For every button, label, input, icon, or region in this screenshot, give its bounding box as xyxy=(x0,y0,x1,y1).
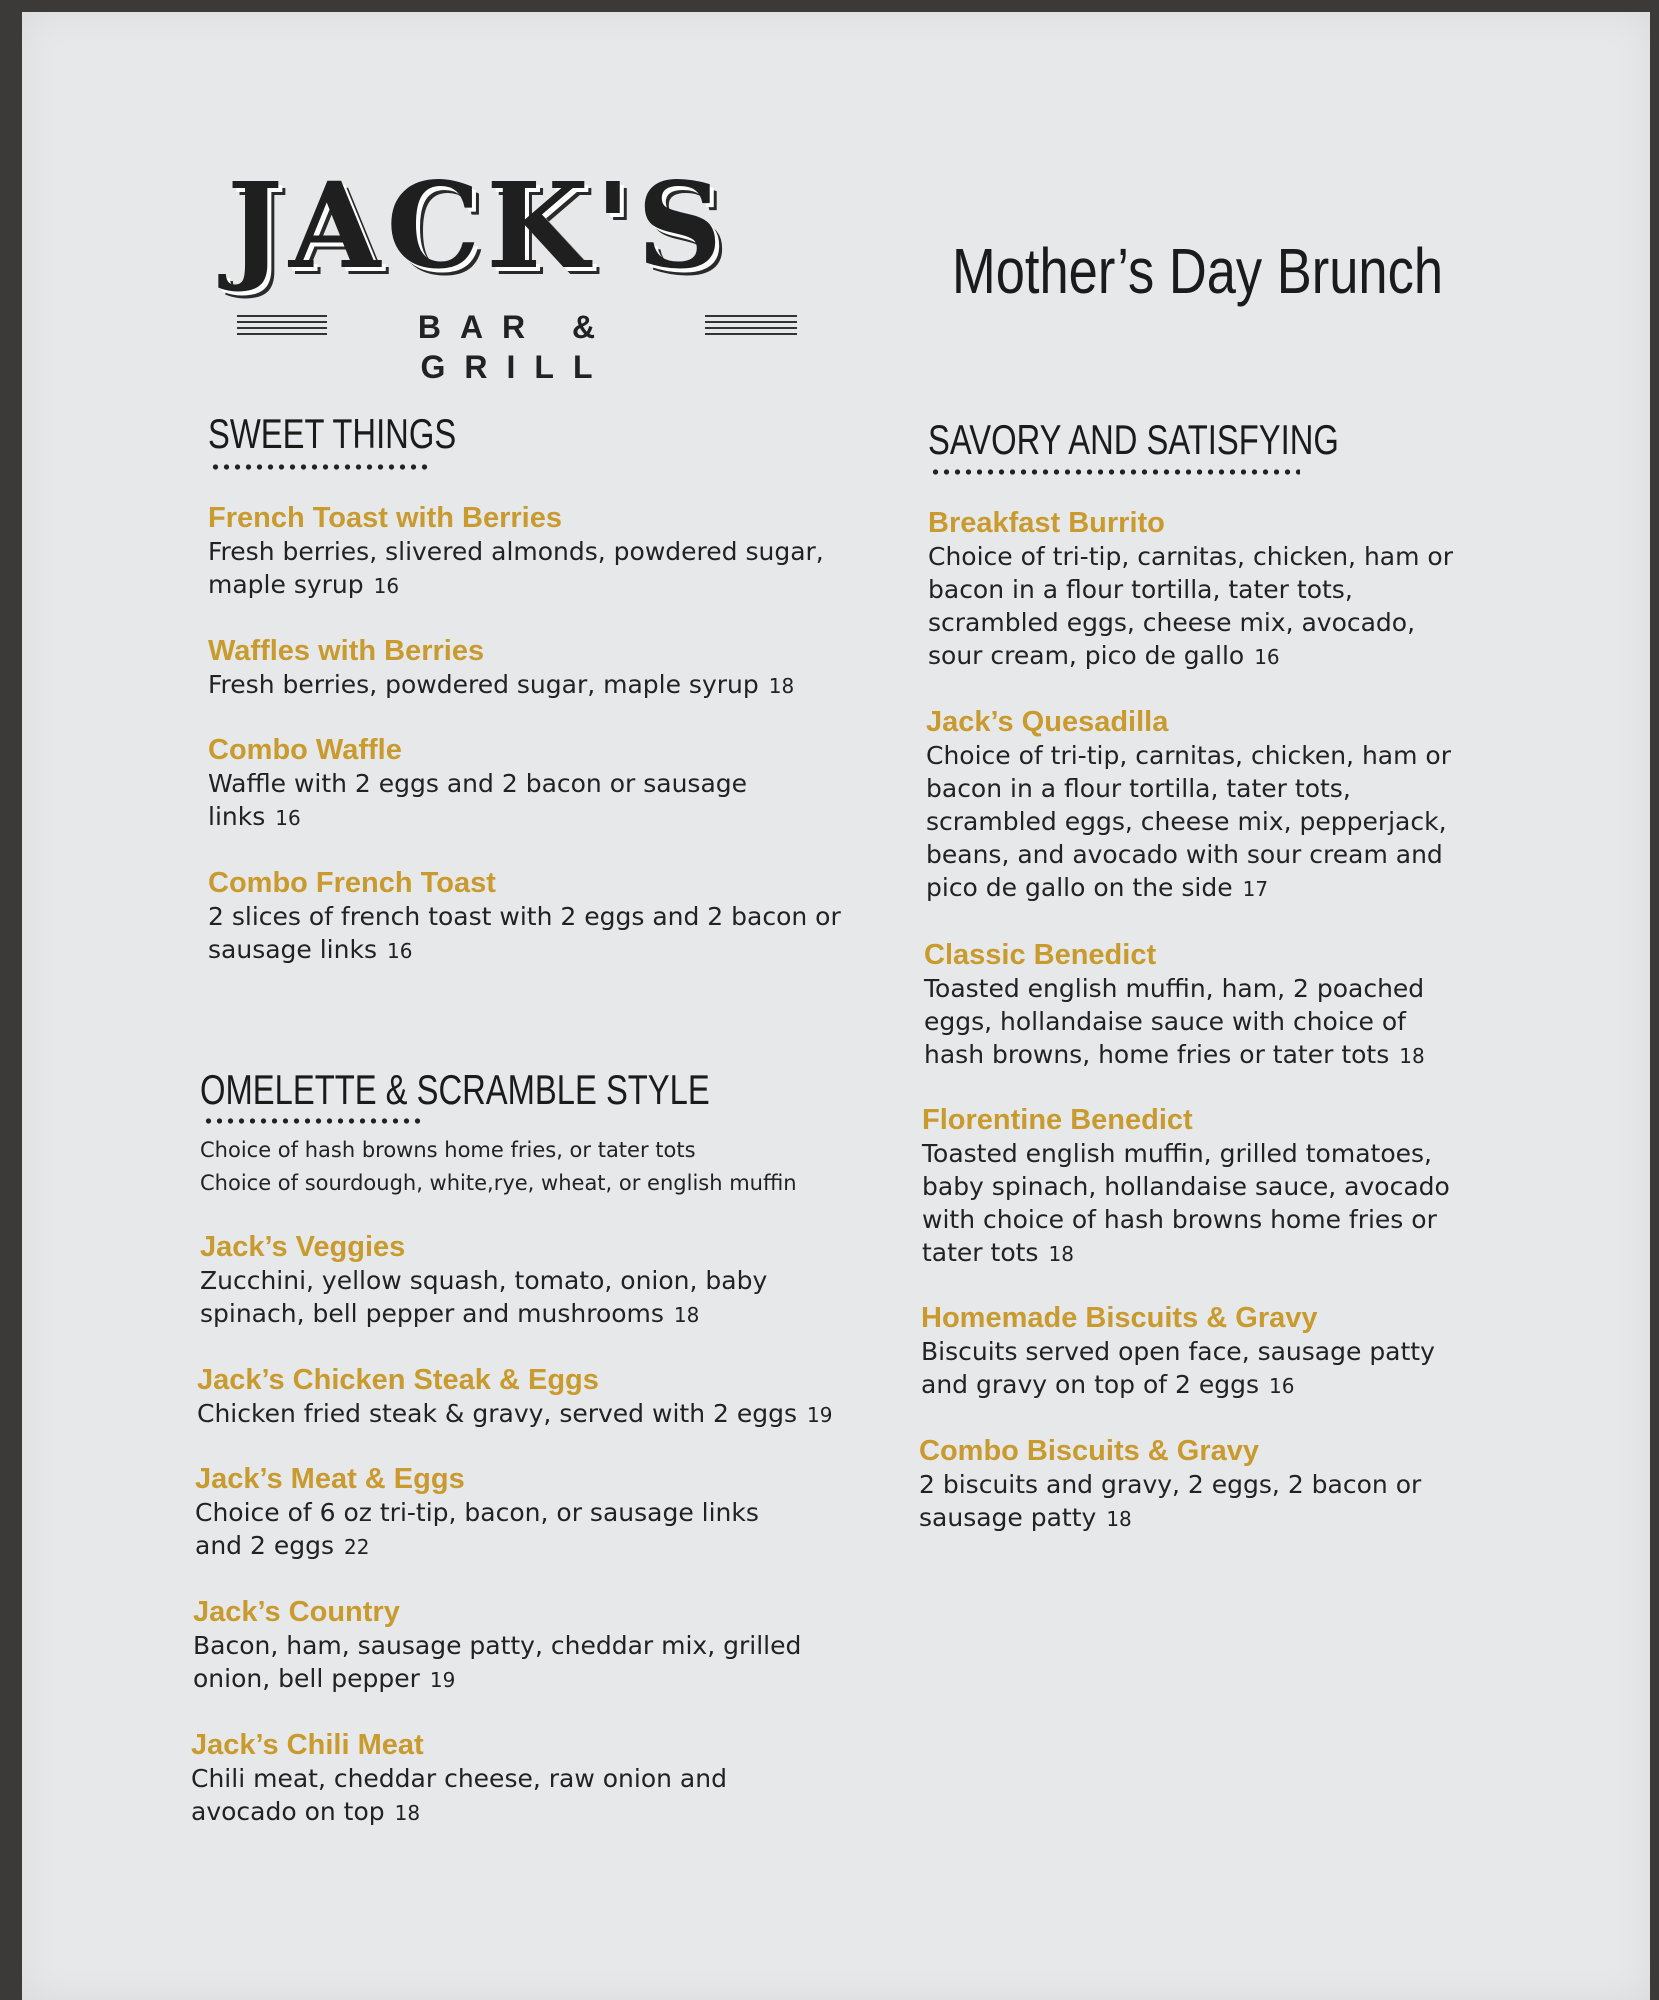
item-desc-text: Toasted english muffin, ham, 2 poached eggs, hollandaise sauce with choice of hash browns, home fries or tater tots xyxy=(924,974,1425,1069)
side-choice-note: Choice of hash browns home fries, or tater tots xyxy=(200,1138,696,1162)
item-price: 18 xyxy=(1106,1507,1132,1531)
item-name: Jack’s Meat & Eggs xyxy=(195,1463,465,1495)
item-description xyxy=(208,535,848,603)
item-name: Florentine Benedict xyxy=(922,1104,1193,1136)
item-price: 19 xyxy=(429,1668,456,1692)
item-price: 18 xyxy=(1399,1044,1425,1068)
item-desc-text: Fresh berries, powdered sugar, maple syrup xyxy=(208,670,759,699)
menu-item xyxy=(924,937,1454,1073)
section-title-savory: SAVORY AND SATISFYING xyxy=(928,416,1339,463)
section-title-sweet: SWEET THINGS xyxy=(208,410,457,457)
item-description xyxy=(208,900,848,968)
item-price: 16 xyxy=(1269,1374,1295,1398)
menu-item xyxy=(921,1300,1461,1403)
item-desc-text: Fresh berries, slivered almonds, powdered sugar, maple syrup xyxy=(208,537,824,599)
section-divider-savory xyxy=(930,469,1300,475)
item-price: 16 xyxy=(275,806,301,830)
item-description xyxy=(197,1397,877,1432)
logo-lines-left xyxy=(237,315,327,337)
item-name: Jack’s Quesadilla xyxy=(926,706,1169,738)
item-desc-text: Chili meat, cheddar cheese, raw onion and avocado on top xyxy=(191,1764,727,1826)
item-desc-text: Zucchini, yellow squash, tomato, onion, baby spinach, bell pepper and mushrooms xyxy=(200,1266,768,1328)
restaurant-logo xyxy=(227,156,807,385)
item-desc-text: Bacon, ham, sausage patty, cheddar mix, grilled onion, bell pepper xyxy=(193,1631,802,1693)
item-description xyxy=(924,972,1454,1073)
item-name: Jack’s Chicken Steak & Eggs xyxy=(197,1364,599,1396)
menu-item xyxy=(195,1461,795,1564)
menu-item xyxy=(922,1102,1462,1271)
menu-item xyxy=(208,633,848,703)
item-price: 18 xyxy=(394,1801,421,1825)
item-price: 17 xyxy=(1242,877,1269,901)
item-description xyxy=(193,1629,833,1697)
item-description xyxy=(195,1496,795,1564)
menu-item xyxy=(191,1727,791,1830)
menu-item xyxy=(208,732,828,835)
item-name: French Toast with Berries xyxy=(208,502,562,534)
menu-item xyxy=(200,1229,820,1332)
item-desc-text: Biscuits served open face, sausage patty and gravy on top of 2 eggs xyxy=(921,1337,1435,1399)
item-desc-text: 2 slices of french toast with 2 eggs and 2 bacon or sausage links xyxy=(208,902,841,964)
event-title: Mother’s Day Brunch xyxy=(952,235,1444,307)
bread-choice-note: Choice of sourdough, white,rye, wheat, or english muffin xyxy=(200,1171,797,1195)
item-name: Jack’s Veggies xyxy=(200,1231,406,1263)
item-description xyxy=(919,1468,1439,1536)
item-name: Waffles with Berries xyxy=(208,635,485,667)
item-desc-text: 2 biscuits and gravy, 2 eggs, 2 bacon or sausage patty xyxy=(919,1470,1422,1532)
item-name: Combo Waffle xyxy=(208,734,402,766)
logo-subtitle-row xyxy=(227,307,807,385)
item-name: Combo Biscuits & Gravy xyxy=(919,1435,1260,1467)
menu-item xyxy=(197,1362,877,1432)
item-desc-text: Choice of tri-tip, carnitas, chicken, ham or bacon in a flour tortilla, tater tots, scrambled eggs, cheese mix, pepperjack, beans, and avocado with sour cream and pico de gallo on the side xyxy=(926,741,1451,902)
menu-item xyxy=(919,1433,1439,1536)
item-description xyxy=(922,1137,1462,1271)
item-name: Jack’s Country xyxy=(193,1596,400,1628)
section-divider-omelette xyxy=(203,1118,425,1124)
item-name: Combo French Toast xyxy=(208,867,496,899)
item-name: Homemade Biscuits & Gravy xyxy=(921,1302,1318,1334)
item-description xyxy=(200,1264,820,1332)
item-name: Breakfast Burrito xyxy=(928,507,1165,539)
item-price: 16 xyxy=(1254,645,1280,669)
item-price: 18 xyxy=(1048,1242,1074,1266)
menu-item xyxy=(208,500,848,603)
item-price: 22 xyxy=(343,1535,370,1559)
item-name: Jack’s Chili Meat xyxy=(191,1729,424,1761)
logo-subtitle: BAR & GRILL xyxy=(417,309,615,385)
menu-item xyxy=(193,1594,833,1697)
menu-paper xyxy=(22,12,1650,2000)
item-price: 18 xyxy=(768,674,795,698)
item-description xyxy=(208,668,848,703)
item-price: 19 xyxy=(806,1403,833,1427)
item-desc-text: Waffle with 2 eggs and 2 bacon or sausage links xyxy=(208,769,748,831)
menu-item xyxy=(208,865,848,968)
item-desc-text: Choice of tri-tip, carnitas, chicken, ham or bacon in a flour tortilla, tater tots, scrambled eggs, cheese mix, avocado, sour cream, pico de gallo xyxy=(928,542,1453,670)
logo-wordmark: JACK'S xyxy=(227,156,729,295)
item-desc-text: Chicken fried steak & gravy, served with 2 eggs xyxy=(197,1399,797,1428)
section-title-omelette: OMELETTE & SCRAMBLE STYLE xyxy=(200,1066,710,1113)
item-price: 18 xyxy=(673,1303,700,1327)
item-description xyxy=(928,540,1458,674)
item-desc-text: Choice of 6 oz tri-tip, bacon, or sausage links and 2 eggs xyxy=(195,1498,759,1560)
item-price: 16 xyxy=(386,939,413,963)
item-description xyxy=(921,1335,1461,1403)
logo-lines-right xyxy=(705,315,797,337)
item-description xyxy=(208,767,828,835)
section-divider-sweet xyxy=(210,464,432,470)
menu-item xyxy=(926,704,1466,906)
item-description xyxy=(926,739,1466,906)
item-description xyxy=(191,1762,791,1830)
item-desc-text: Toasted english muffin, grilled tomatoes, baby spinach, hollandaise sauce, avocado with choice of hash browns home fries or tater tots xyxy=(922,1139,1450,1267)
menu-item xyxy=(928,505,1458,674)
item-name: Classic Benedict xyxy=(924,939,1157,971)
item-price: 16 xyxy=(373,574,400,598)
